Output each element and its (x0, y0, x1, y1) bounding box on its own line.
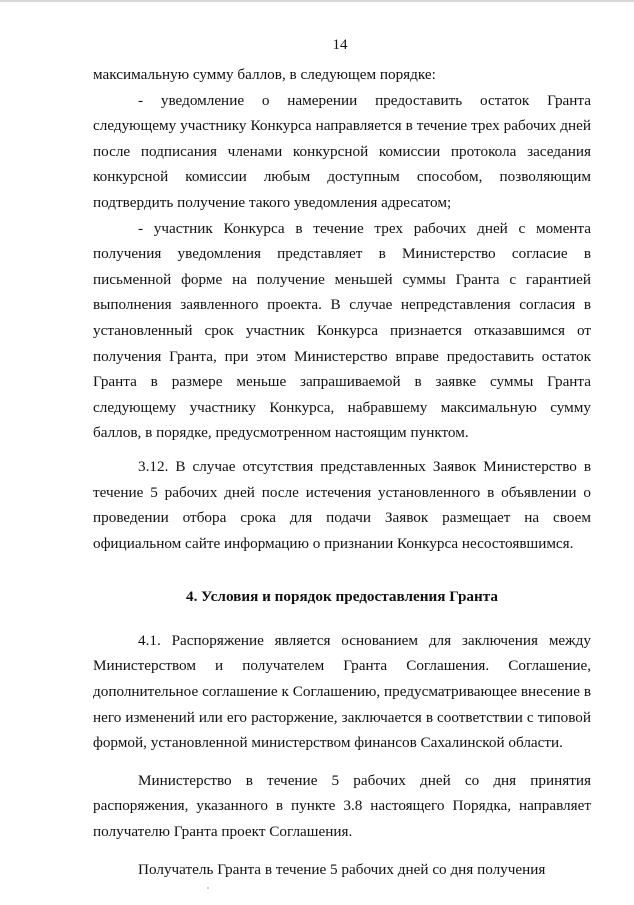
paragraph-continuation: максимальную сумму баллов, в следующем порядке: (93, 66, 436, 83)
paragraph-4-1: 4.1. Распоряжение является основанием для заключения между Министерством и получателем Гранта Соглашения. Соглашение, дополнительное соглашение к Соглашению, предусматривающее внесение в него изменений или его расторжение, заключается в соответствии с типовой формой, установленной министерством финансов Сахалинской области. (93, 631, 591, 752)
paragraph-recipient: Получатель Гранта в течение 5 рабочих дней со дня получения (138, 860, 546, 878)
section-heading: 4. Условия и порядок предоставления Гранта (185, 588, 499, 606)
paragraph-participant-consent: - участник Конкурса в течение трех рабочих дней с момента получения уведомления представляет в Министерство согласие в письменной форме на получение меньшей суммы Гранта с гарантией выполнения заявленного проекта. В случае непредставления согласия в установленный срок участник Конкурса признается отказавшимся от получения Гранта, при этом Министерство вправе предоставить остаток Гранта в размере меньше запрашиваемой в заявке суммы Гранта следующему участнику Конкурса, набравшему максимальную сумму баллов, в порядке, предусмотренном настоящим пунктом. (93, 219, 591, 442)
paragraph-3-12: 3.12. В случае отсутствия представленных Заявок Министерство в течение 5 рабочих дней после истечения установленного в объявлении о проведении отбора срока для подачи Заявок размещает на своем официальном сайте информацию о признании Конкурса несостоявшимся. (93, 457, 591, 552)
scan-speck (207, 887, 209, 889)
paragraph-ministry-sends: Министерство в течение 5 рабочих дней со дня принятия распоряжения, указанного в пункте 3.8 настоящего Порядка, направляет получателю Гранта проект Соглашения. (93, 771, 591, 841)
page-number: 14 (332, 37, 348, 53)
paragraph-notification: - уведомление о намерении предоставить остаток Гранта следующему участнику Конкурса направляется в течение трех рабочих дней после подписания членами конкурсной комиссии протокола заседания конкурсной комиссии любым доступным способом, позволяющим подтвердить получение такого уведомления адресатом; (93, 91, 591, 211)
document-body (93, 62, 591, 882)
scan-edge (0, 0, 634, 2)
